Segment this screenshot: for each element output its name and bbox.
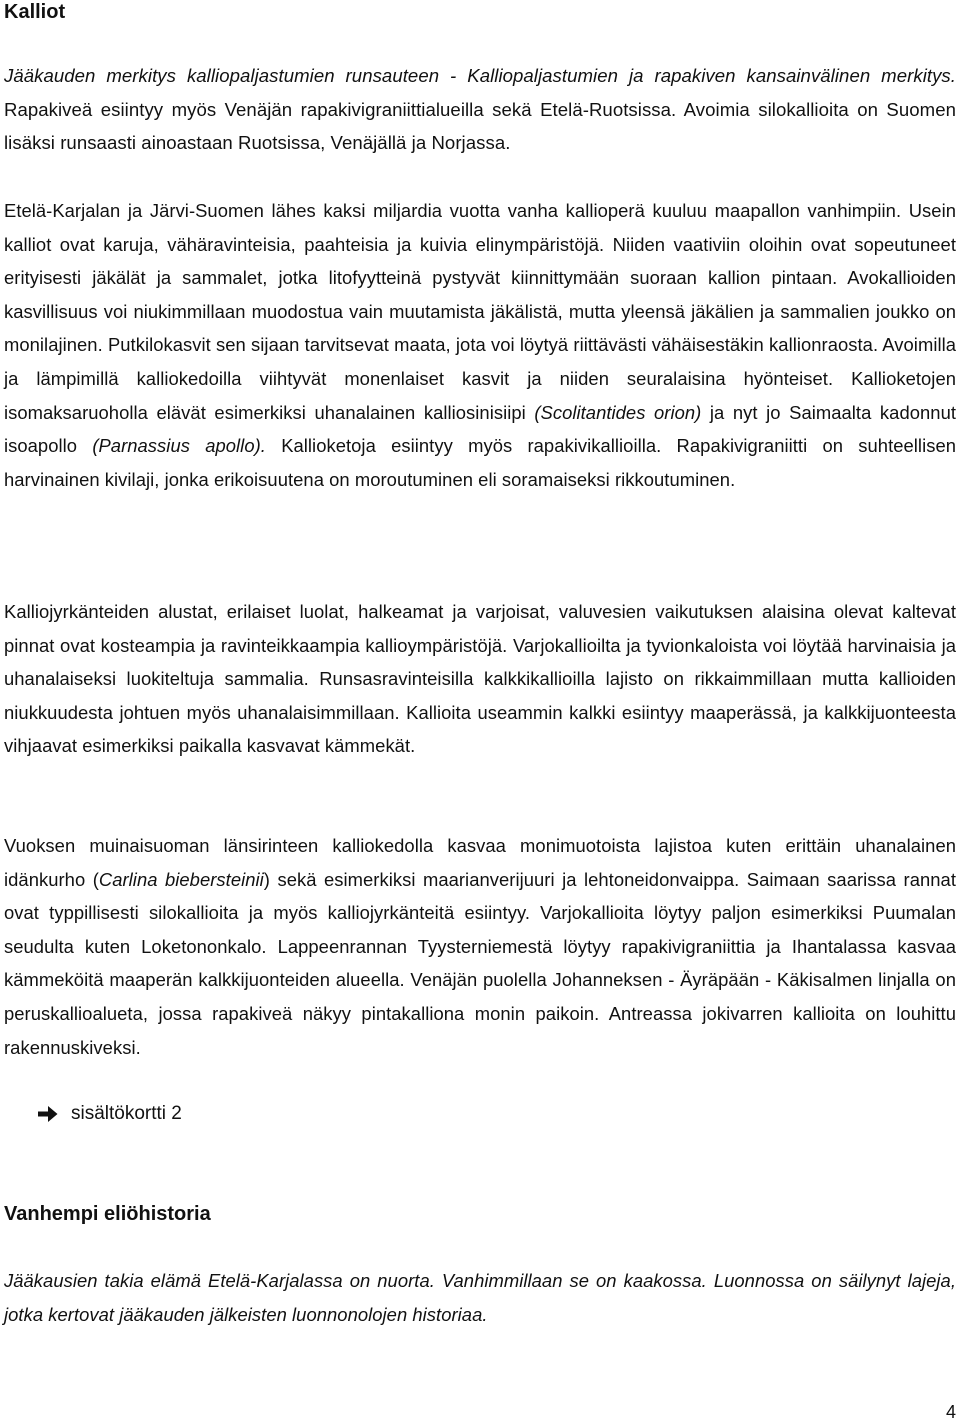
right-arrow-icon <box>38 1105 58 1123</box>
content-card-link-label: sisältökortti 2 <box>71 1103 182 1124</box>
intro-italic-text: Jääkauden merkitys kalliopaljastumien runsauteen - Kalliopaljastumien ja rapakiven kansainvälinen merkitys. <box>4 65 956 86</box>
intro-text: Rapakiveä esiintyy myös Venäjän rapakivigraniittialueilla sekä Etelä-Ruotsissa. Avoimia silokallioita on Suomen lisäksi runsaasti ainoastaan Ruotsissa, Venäjällä ja Norjassa. <box>4 98 956 154</box>
species-carlina: Carlina biebersteinii <box>98 868 264 890</box>
cliff-paragraph: Kalliojyrkänteiden alustat, erilaiset luolat, halkeamat ja varjoisat, valuvesien vaikutuksen alaisina olevat kaltevat pinnat ovat kosteampia ja ravinteikkaampia kallioympäristöjä. Varjokallioilta ja tyvionkaloista voi löytää harvinaisia ja uhanalaiseksi luokiteltuja sammalia. Runsasravinteisilla kalkkikallioilla lajisto on rikkaimmillaan mutta kallioiden niukkuudesta johtuen myös uhanalaisimmillaan. Kallioita useammin kalkki esiintyy maaperässä, ja kalkkijuonteesta vihjaavat esimerkiksi paikalla kasvavat kämmekät. <box>4 601 956 757</box>
species-scolitantides: (Scolitantides orion) <box>534 401 702 423</box>
bedrock-text-1: Etelä-Karjalan ja Järvi-Suomen lähes kaksi miljardia vuotta vanha kallioperä kuuluu maapallon vanhimpiin. Usein kalliot ovat karuja, vähäravinteisia, paahteisia ja kuivia elinympäristöjä. Niiden vaativiin oloihin ovat sopeutuneet erityisesti jäkälät ja sammalet, jotka litofyytteinä pystyvät kiinnittymään suoraan kallion pintaan. Avokallioiden kasvillisuus voi niukimmillaan muodostua vain muutamista jäkälistä, mutta yleensä jäkälien ja sammalien joukko on monilajinen. Putkilokasvit sen sijaan tarvitsevat maata, jota voi löytyä riittävästi vähäisestäkin kallionraosta. Avoimilla ja lämpimillä kalliokedoilla viihtyvät monenlaiset kasvit ja niiden seuralaisina hyönteiset. Kallioketojen isomaksaruoholla elävät esimerkiksi uhanalainen kalliosinisiipi <box>4 200 956 423</box>
page-number: 4 <box>945 1402 956 1422</box>
vuoksi-paragraph <box>4 829 956 1064</box>
bedrock-paragraph <box>4 194 956 496</box>
species-parnassius: (Parnassius apollo). <box>92 435 266 457</box>
closing-italic-text: Jääkausien takia elämä Etelä-Karjalassa on nuorta. Vanhimmillaan se on kaakossa. Luonnossa on säilynyt lajeja, jotka kertovat jääkauden jälkeisten luonnonolojen historiaa. <box>4 1270 956 1325</box>
section-heading-kalliot: Kalliot <box>4 1 66 23</box>
vuoksi-text-2: ) sekä esimerkiksi maarianverijuuri ja lehtoneidonvaippa. Saimaan saarissa rannat ovat typpillisesti silokallioita ja myös kalliojyrkänteitä esiintyy. Varjokallioita löytyy paljon esimerkiksi Puumalan seudulta kuten Loketononkalo. Lappeenrannan Tyysterniemestä löytyy rapakivigraniittia ja Ihantalassa kasvaa kämmeköitä maaperän kalkkijuonteiden alueella. Venäjän puolella Johanneksen - Äyräpään - Käkisalmen linjalla on peruskallioalueta, jossa rapakiveä näkyy pintakalliona monin paikoin. Antreassa jokivarren kallioita on louhittu rakennuskiveksi. <box>4 868 956 1058</box>
section-heading-history: Vanhempi eliöhistoria <box>4 1203 211 1225</box>
closing-paragraph <box>4 1264 956 1331</box>
bedrock-text-3: Kallioketoja esiintyy myös rapakivikallioilla. Rapakivigraniitti on suhteellisen harvinainen kivilaji, jonka erikoisuutena on moroutuminen eli soramaiseksi rikkoutuminen. <box>4 435 957 490</box>
intro-paragraph <box>4 59 956 160</box>
vuoksi-text-1: Vuoksen muinaisuoman länsirinteen kalliokedolla kasvaa monimuotoista lajistoa kuten erittäin uhanalainen idänkurho ( <box>4 835 956 890</box>
content-card-link[interactable] <box>38 1102 182 1126</box>
bedrock-text-2: ja nyt jo Saimaalta kadonnut isoapollo <box>4 401 957 457</box>
